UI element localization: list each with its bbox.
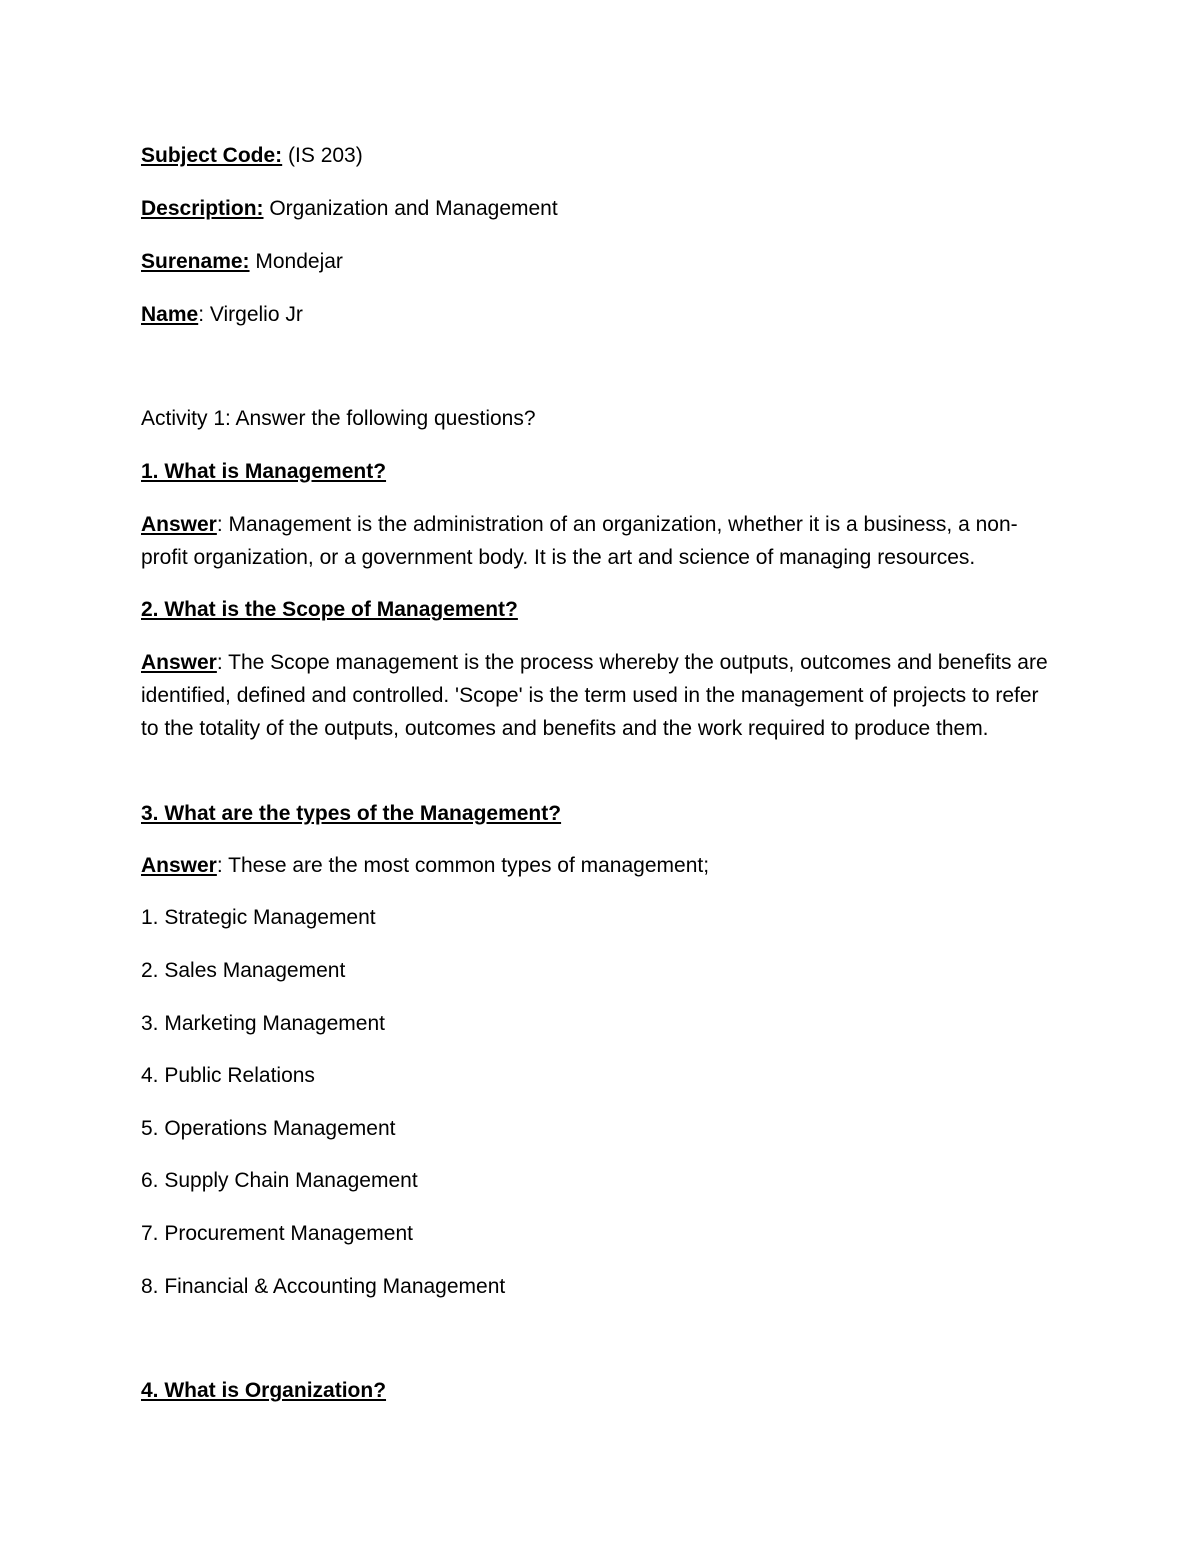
question-4: 4. What is Organization? — [141, 1379, 387, 1402]
answer-1-label: Answer — [141, 513, 217, 536]
description-value: Organization and Management — [263, 197, 558, 220]
answer-3 — [141, 853, 709, 879]
answer-2-label: Answer — [141, 651, 217, 674]
list-item: 4. Public Relations — [141, 1064, 315, 1087]
description-label: Description: — [141, 197, 264, 220]
surname-value: Mondejar — [249, 250, 343, 273]
answer-2-text: : The Scope management is the process whereby the outputs, outcomes and benefits are identified, defined and controlled. 'Scope' is the term used in the management of projects to refer to the totality of the outputs, outcomes and benefits and the work required to produce them. — [141, 651, 1048, 740]
question-3: 3. What are the types of the Management? — [141, 802, 562, 825]
list-item: 8. Financial & Accounting Management — [141, 1275, 506, 1298]
answer-1-text: : Management is the administration of an organization, whether it is a business, a non-profit organization, or a government body. It is the art and science of managing resources. — [141, 513, 1018, 569]
list-item: 1. Strategic Management — [141, 906, 376, 929]
answer-3-text: : These are the most common types of management; — [216, 854, 710, 877]
name-label: Name — [141, 303, 199, 326]
list-item: 3. Marketing Management — [141, 1012, 385, 1035]
subject-code-label: Subject Code: — [141, 144, 283, 167]
answer-1 — [141, 508, 1056, 574]
name-value: : Virgelio Jr — [198, 303, 303, 326]
subject-code-line — [141, 143, 363, 169]
answer-3-label: Answer — [141, 854, 217, 877]
answer-2 — [141, 646, 1056, 745]
question-2: 2. What is the Scope of Management? — [141, 598, 518, 621]
activity-title: Activity 1: Answer the following questions? — [141, 407, 536, 430]
question-1: 1. What is Management? — [141, 460, 387, 483]
subject-code-value: (IS 203) — [282, 144, 363, 167]
surname-label: Surename: — [141, 250, 250, 273]
name-line — [141, 302, 303, 328]
list-item: 5. Operations Management — [141, 1117, 396, 1140]
surname-line — [141, 249, 343, 275]
list-item: 7. Procurement Management — [141, 1222, 413, 1245]
list-item: 6. Supply Chain Management — [141, 1169, 418, 1192]
list-item: 2. Sales Management — [141, 959, 346, 982]
description-line — [141, 196, 558, 222]
